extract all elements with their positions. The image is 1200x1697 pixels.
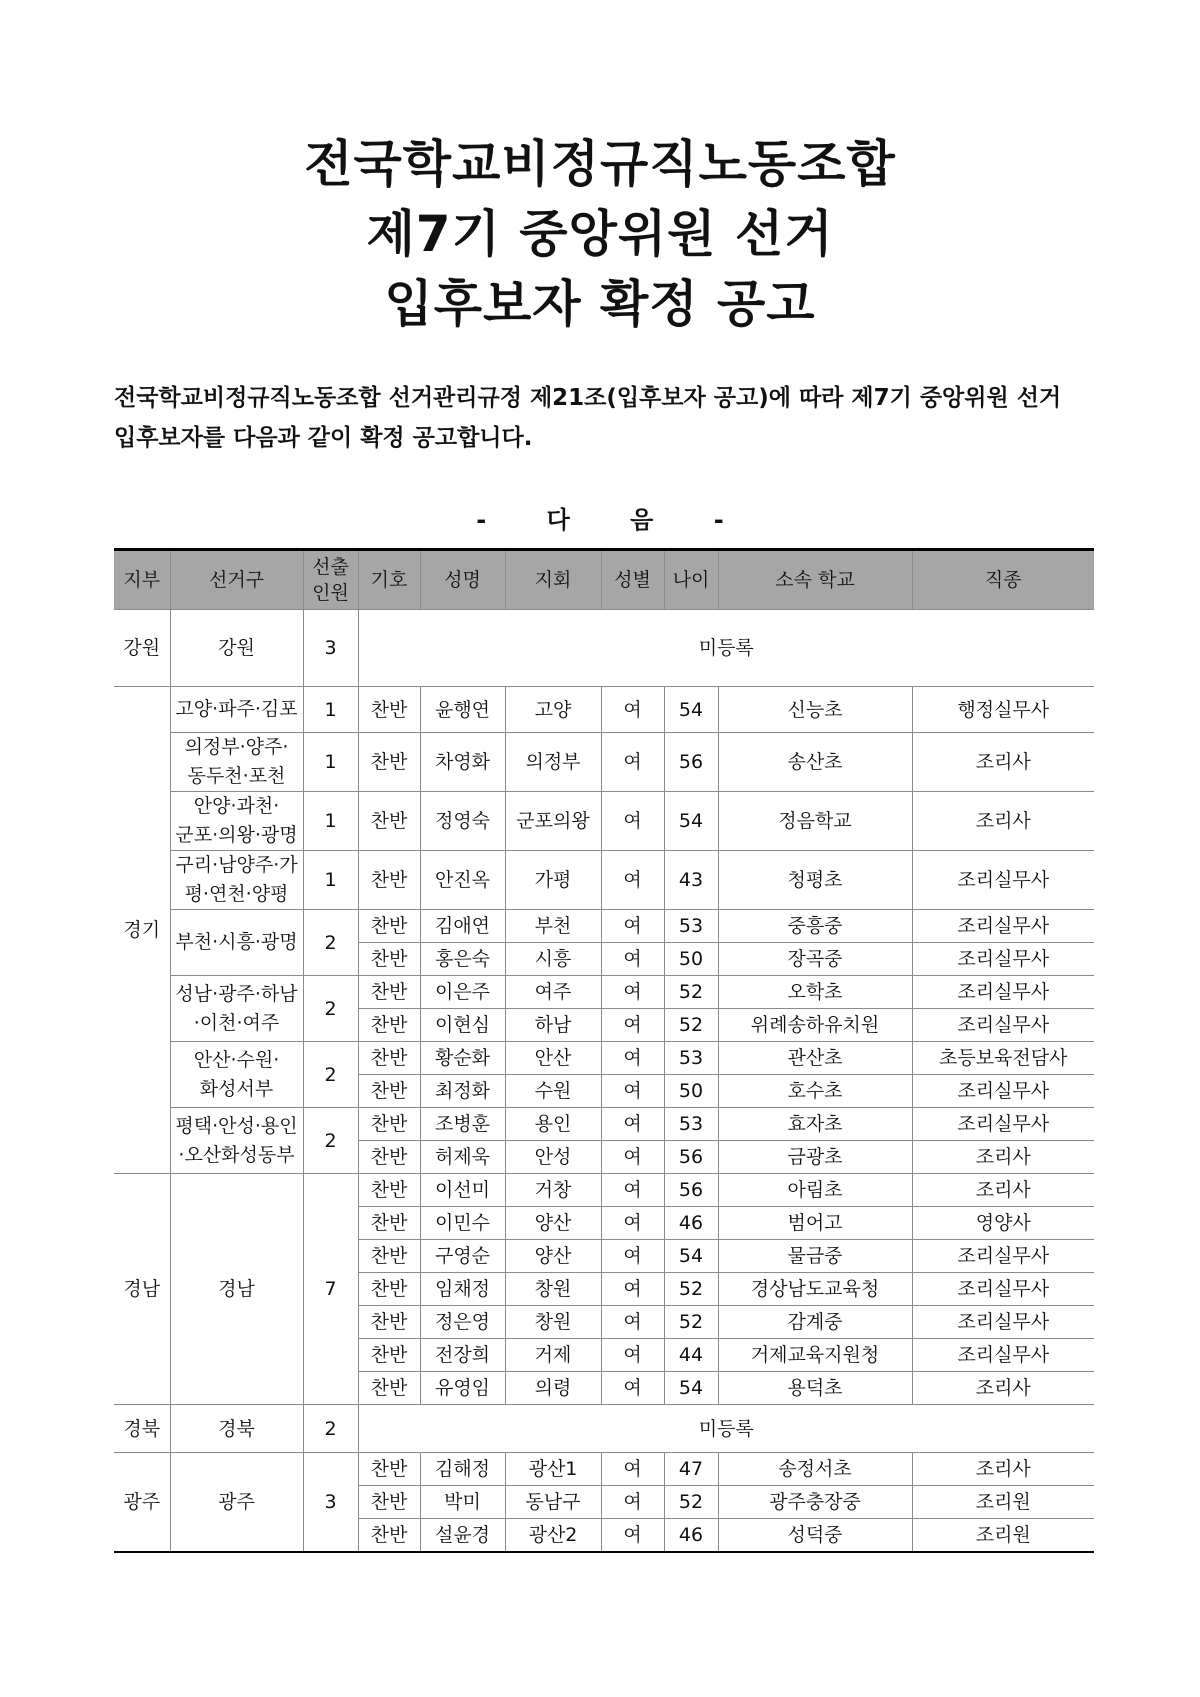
header-district: 선거구 bbox=[170, 550, 303, 610]
cell-seats: 1 bbox=[303, 851, 358, 910]
cell-job: 조리사 bbox=[912, 1141, 1094, 1174]
heading-word-2: 음 bbox=[630, 506, 654, 534]
cell-seats: 3 bbox=[303, 1453, 358, 1553]
cell-chapter: 거창 bbox=[505, 1174, 601, 1207]
cell-seats: 1 bbox=[303, 792, 358, 851]
intro-paragraph bbox=[114, 378, 1094, 458]
cell-name: 조병훈 bbox=[420, 1108, 505, 1141]
cell-seats: 2 bbox=[303, 1042, 358, 1108]
cell-chapter: 용인 bbox=[505, 1108, 601, 1141]
cell-seats: 1 bbox=[303, 733, 358, 792]
heading-dash-left: - bbox=[476, 506, 487, 534]
cell-age: 52 bbox=[664, 1273, 718, 1306]
cell-school: 감계중 bbox=[718, 1306, 912, 1339]
cell-age: 53 bbox=[664, 1042, 718, 1075]
intro-line-2: 입후보자를 다음과 같이 확정 공고합니다. bbox=[114, 425, 533, 451]
cell-symbol: 찬반 bbox=[358, 687, 420, 733]
cell-district: 부천·시흥·광명 bbox=[170, 910, 303, 976]
cell-gender: 여 bbox=[601, 1372, 664, 1405]
cell-name: 이민수 bbox=[420, 1207, 505, 1240]
cell-symbol: 찬반 bbox=[358, 1339, 420, 1372]
cell-school: 오학초 bbox=[718, 976, 912, 1009]
cell-symbol: 찬반 bbox=[358, 1519, 420, 1553]
table-row bbox=[114, 1453, 1094, 1486]
cell-district: 구리·남양주·가 평·연천·양평 bbox=[170, 851, 303, 910]
cell-district: 성남·광주·하남 ·이천·여주 bbox=[170, 976, 303, 1042]
cell-district: 안양·과천· 군포·의왕·광명 bbox=[170, 792, 303, 851]
heading-dash-right: - bbox=[713, 506, 724, 534]
cell-job: 조리원 bbox=[912, 1486, 1094, 1519]
cell-age: 46 bbox=[664, 1519, 718, 1553]
table-row bbox=[114, 687, 1094, 733]
cell-symbol: 찬반 bbox=[358, 1240, 420, 1273]
section-heading bbox=[0, 500, 1200, 535]
title-line-2: 제7기 중앙위원 선거 bbox=[366, 205, 834, 263]
cell-seats: 2 bbox=[303, 976, 358, 1042]
cell-gender: 여 bbox=[601, 1240, 664, 1273]
cell-district: 안산·수원· 화성서부 bbox=[170, 1042, 303, 1108]
cell-seats: 2 bbox=[303, 1108, 358, 1174]
cell-name: 구영순 bbox=[420, 1240, 505, 1273]
cell-chapter: 의정부 bbox=[505, 733, 601, 792]
cell-name: 전장희 bbox=[420, 1339, 505, 1372]
cell-symbol: 찬반 bbox=[358, 1453, 420, 1486]
title-line-3: 입후보자 확정 공고 bbox=[384, 275, 816, 333]
cell-name: 정은영 bbox=[420, 1306, 505, 1339]
table-row bbox=[114, 1042, 1094, 1075]
cell-job: 조리실무사 bbox=[912, 1306, 1094, 1339]
cell-seats: 2 bbox=[303, 1405, 358, 1453]
cell-age: 56 bbox=[664, 1174, 718, 1207]
cell-age: 56 bbox=[664, 733, 718, 792]
cell-school: 아림초 bbox=[718, 1174, 912, 1207]
cell-branch: 경북 bbox=[114, 1405, 170, 1453]
cell-gender: 여 bbox=[601, 1042, 664, 1075]
cell-symbol: 찬반 bbox=[358, 1273, 420, 1306]
cell-age: 52 bbox=[664, 976, 718, 1009]
cell-job: 조리실무사 bbox=[912, 1240, 1094, 1273]
cell-unregistered: 미등록 bbox=[358, 1405, 1094, 1453]
cell-school: 신능초 bbox=[718, 687, 912, 733]
cell-school: 광주충장중 bbox=[718, 1486, 912, 1519]
cell-job: 영양사 bbox=[912, 1207, 1094, 1240]
cell-symbol: 찬반 bbox=[358, 1042, 420, 1075]
cell-chapter: 시흥 bbox=[505, 943, 601, 976]
cell-district: 고양·파주·김포 bbox=[170, 687, 303, 733]
cell-symbol: 찬반 bbox=[358, 851, 420, 910]
cell-school: 송정서초 bbox=[718, 1453, 912, 1486]
cell-name: 홍은숙 bbox=[420, 943, 505, 976]
cell-name: 유영임 bbox=[420, 1372, 505, 1405]
cell-age: 44 bbox=[664, 1339, 718, 1372]
cell-symbol: 찬반 bbox=[358, 1009, 420, 1042]
cell-age: 54 bbox=[664, 1372, 718, 1405]
cell-district: 경북 bbox=[170, 1405, 303, 1453]
cell-chapter: 하남 bbox=[505, 1009, 601, 1042]
cell-school: 용덕초 bbox=[718, 1372, 912, 1405]
cell-gender: 여 bbox=[601, 943, 664, 976]
cell-age: 50 bbox=[664, 943, 718, 976]
table-body bbox=[114, 610, 1094, 1553]
cell-job: 조리사 bbox=[912, 792, 1094, 851]
table-row bbox=[114, 910, 1094, 943]
cell-job: 조리실무사 bbox=[912, 1108, 1094, 1141]
cell-gender: 여 bbox=[601, 910, 664, 943]
cell-age: 46 bbox=[664, 1207, 718, 1240]
cell-job: 조리실무사 bbox=[912, 1339, 1094, 1372]
cell-branch: 경남 bbox=[114, 1174, 170, 1405]
cell-chapter: 광산2 bbox=[505, 1519, 601, 1553]
table-row bbox=[114, 733, 1094, 792]
cell-job: 조리실무사 bbox=[912, 851, 1094, 910]
header-branch: 지부 bbox=[114, 550, 170, 610]
header-school: 소속 학교 bbox=[718, 550, 912, 610]
cell-name: 이은주 bbox=[420, 976, 505, 1009]
cell-name: 이선미 bbox=[420, 1174, 505, 1207]
cell-name: 차영화 bbox=[420, 733, 505, 792]
cell-job: 행정실무사 bbox=[912, 687, 1094, 733]
cell-age: 54 bbox=[664, 1240, 718, 1273]
cell-gender: 여 bbox=[601, 851, 664, 910]
cell-gender: 여 bbox=[601, 687, 664, 733]
cell-district: 의정부·양주· 동두천·포천 bbox=[170, 733, 303, 792]
cell-gender: 여 bbox=[601, 1339, 664, 1372]
cell-school: 경상남도교육청 bbox=[718, 1273, 912, 1306]
cell-job: 조리실무사 bbox=[912, 910, 1094, 943]
cell-symbol: 찬반 bbox=[358, 1306, 420, 1339]
cell-name: 설윤경 bbox=[420, 1519, 505, 1553]
cell-gender: 여 bbox=[601, 1141, 664, 1174]
cell-gender: 여 bbox=[601, 1519, 664, 1553]
cell-chapter: 군포의왕 bbox=[505, 792, 601, 851]
header-job: 직종 bbox=[912, 550, 1094, 610]
title-line-1: 전국학교비정규직노동조합 bbox=[304, 135, 896, 193]
cell-chapter: 안산 bbox=[505, 1042, 601, 1075]
table-row bbox=[114, 976, 1094, 1009]
intro-line-1: 전국학교비정규직노동조합 선거관리규정 제21조(입후보자 공고)에 따라 제7기 중앙위원 선거 bbox=[114, 385, 1062, 411]
cell-school: 정음학교 bbox=[718, 792, 912, 851]
table-row bbox=[114, 851, 1094, 910]
cell-job: 조리실무사 bbox=[912, 1075, 1094, 1108]
cell-school: 거제교육지원청 bbox=[718, 1339, 912, 1372]
cell-age: 53 bbox=[664, 1108, 718, 1141]
cell-branch: 경기 bbox=[114, 687, 170, 1174]
cell-name: 황순화 bbox=[420, 1042, 505, 1075]
cell-name: 정영숙 bbox=[420, 792, 505, 851]
cell-chapter: 가평 bbox=[505, 851, 601, 910]
header-chapter: 지회 bbox=[505, 550, 601, 610]
cell-district: 광주 bbox=[170, 1453, 303, 1553]
cell-age: 54 bbox=[664, 687, 718, 733]
cell-school: 물금중 bbox=[718, 1240, 912, 1273]
cell-seats: 7 bbox=[303, 1174, 358, 1405]
cell-job: 조리실무사 bbox=[912, 1273, 1094, 1306]
cell-gender: 여 bbox=[601, 1009, 664, 1042]
cell-gender: 여 bbox=[601, 1306, 664, 1339]
cell-school: 관산초 bbox=[718, 1042, 912, 1075]
cell-job: 조리사 bbox=[912, 1174, 1094, 1207]
cell-symbol: 찬반 bbox=[358, 792, 420, 851]
cell-chapter: 거제 bbox=[505, 1339, 601, 1372]
cell-job: 조리사 bbox=[912, 1372, 1094, 1405]
cell-name: 김애연 bbox=[420, 910, 505, 943]
cell-age: 56 bbox=[664, 1141, 718, 1174]
header-age: 나이 bbox=[664, 550, 718, 610]
cell-symbol: 찬반 bbox=[358, 910, 420, 943]
cell-job: 조리실무사 bbox=[912, 1009, 1094, 1042]
cell-branch: 광주 bbox=[114, 1453, 170, 1553]
cell-school: 위례송하유치원 bbox=[718, 1009, 912, 1042]
cell-name: 박미 bbox=[420, 1486, 505, 1519]
cell-gender: 여 bbox=[601, 1075, 664, 1108]
cell-school: 범어고 bbox=[718, 1207, 912, 1240]
cell-chapter: 창원 bbox=[505, 1306, 601, 1339]
cell-name: 안진옥 bbox=[420, 851, 505, 910]
cell-symbol: 찬반 bbox=[358, 1207, 420, 1240]
cell-job: 초등보육전담사 bbox=[912, 1042, 1094, 1075]
cell-job: 조리사 bbox=[912, 733, 1094, 792]
cell-name: 윤행연 bbox=[420, 687, 505, 733]
cell-symbol: 찬반 bbox=[358, 733, 420, 792]
cell-gender: 여 bbox=[601, 1486, 664, 1519]
cell-chapter: 창원 bbox=[505, 1273, 601, 1306]
cell-school: 청평초 bbox=[718, 851, 912, 910]
cell-age: 47 bbox=[664, 1453, 718, 1486]
heading-word-1: 다 bbox=[546, 506, 570, 534]
table-header-row bbox=[114, 550, 1094, 610]
cell-school: 중흥중 bbox=[718, 910, 912, 943]
cell-gender: 여 bbox=[601, 1108, 664, 1141]
cell-chapter: 고양 bbox=[505, 687, 601, 733]
header-gender: 성별 bbox=[601, 550, 664, 610]
cell-school: 호수초 bbox=[718, 1075, 912, 1108]
cell-gender: 여 bbox=[601, 1207, 664, 1240]
cell-name: 허제욱 bbox=[420, 1141, 505, 1174]
cell-name: 이현심 bbox=[420, 1009, 505, 1042]
cell-job: 조리실무사 bbox=[912, 943, 1094, 976]
cell-chapter: 광산1 bbox=[505, 1453, 601, 1486]
cell-symbol: 찬반 bbox=[358, 1486, 420, 1519]
cell-symbol: 찬반 bbox=[358, 1174, 420, 1207]
cell-job: 조리사 bbox=[912, 1453, 1094, 1486]
cell-gender: 여 bbox=[601, 976, 664, 1009]
cell-school: 장곡중 bbox=[718, 943, 912, 976]
cell-gender: 여 bbox=[601, 1453, 664, 1486]
cell-age: 50 bbox=[664, 1075, 718, 1108]
cell-district: 경남 bbox=[170, 1174, 303, 1405]
cell-job: 조리원 bbox=[912, 1519, 1094, 1553]
cell-chapter: 안성 bbox=[505, 1141, 601, 1174]
candidate-table bbox=[114, 548, 1094, 1553]
table-row bbox=[114, 610, 1094, 687]
cell-seats: 1 bbox=[303, 687, 358, 733]
table-row bbox=[114, 1174, 1094, 1207]
cell-chapter: 양산 bbox=[505, 1240, 601, 1273]
table-row bbox=[114, 1108, 1094, 1141]
cell-chapter: 여주 bbox=[505, 976, 601, 1009]
cell-gender: 여 bbox=[601, 792, 664, 851]
cell-name: 임채정 bbox=[420, 1273, 505, 1306]
cell-chapter: 양산 bbox=[505, 1207, 601, 1240]
cell-gender: 여 bbox=[601, 1273, 664, 1306]
cell-name: 김해정 bbox=[420, 1453, 505, 1486]
cell-age: 54 bbox=[664, 792, 718, 851]
cell-gender: 여 bbox=[601, 733, 664, 792]
cell-age: 52 bbox=[664, 1486, 718, 1519]
cell-school: 효자초 bbox=[718, 1108, 912, 1141]
cell-symbol: 찬반 bbox=[358, 1372, 420, 1405]
cell-symbol: 찬반 bbox=[358, 1075, 420, 1108]
cell-school: 송산초 bbox=[718, 733, 912, 792]
cell-symbol: 찬반 bbox=[358, 1141, 420, 1174]
cell-age: 52 bbox=[664, 1009, 718, 1042]
table-row bbox=[114, 792, 1094, 851]
cell-seats: 2 bbox=[303, 910, 358, 976]
cell-age: 53 bbox=[664, 910, 718, 943]
cell-seats: 3 bbox=[303, 610, 358, 687]
cell-district: 강원 bbox=[170, 610, 303, 687]
cell-chapter: 의령 bbox=[505, 1372, 601, 1405]
table-row bbox=[114, 1405, 1094, 1453]
cell-unregistered: 미등록 bbox=[358, 610, 1094, 687]
cell-age: 43 bbox=[664, 851, 718, 910]
cell-chapter: 부천 bbox=[505, 910, 601, 943]
cell-school: 금광초 bbox=[718, 1141, 912, 1174]
cell-chapter: 동남구 bbox=[505, 1486, 601, 1519]
header-seats: 선출 인원 bbox=[303, 550, 358, 610]
cell-district: 평택·안성·용인 ·오산화성동부 bbox=[170, 1108, 303, 1174]
cell-symbol: 찬반 bbox=[358, 1108, 420, 1141]
header-symbol: 기호 bbox=[358, 550, 420, 610]
cell-gender: 여 bbox=[601, 1174, 664, 1207]
cell-age: 52 bbox=[664, 1306, 718, 1339]
cell-chapter: 수원 bbox=[505, 1075, 601, 1108]
cell-symbol: 찬반 bbox=[358, 943, 420, 976]
cell-school: 성덕중 bbox=[718, 1519, 912, 1553]
header-name: 성명 bbox=[420, 550, 505, 610]
cell-name: 최정화 bbox=[420, 1075, 505, 1108]
cell-job: 조리실무사 bbox=[912, 976, 1094, 1009]
cell-symbol: 찬반 bbox=[358, 976, 420, 1009]
cell-branch: 강원 bbox=[114, 610, 170, 687]
